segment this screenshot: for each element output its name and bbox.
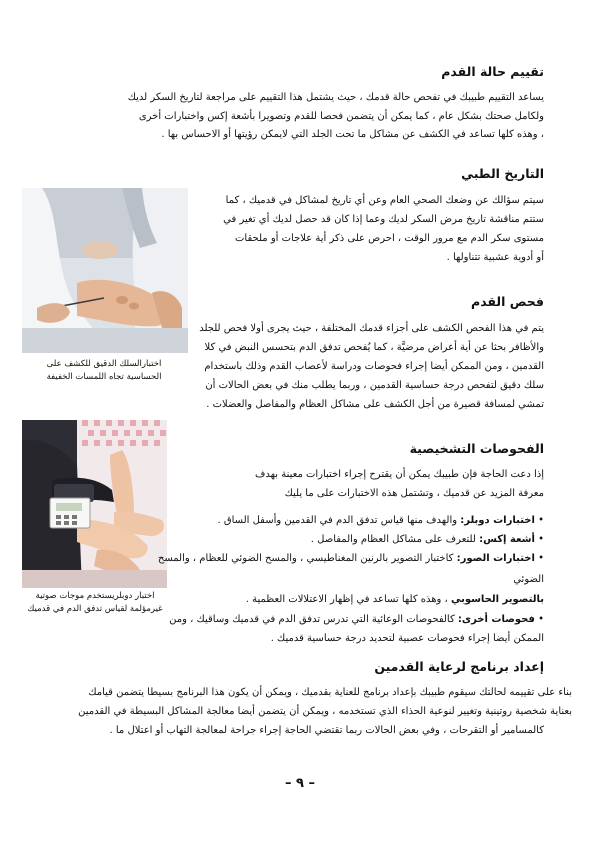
history-line-4: أو أدوية عشبية تتناولها . xyxy=(446,252,544,263)
exam-line-2: والأظافر بحثا عن أية أعراض مرضيَّة ، كما يُفحص تدفق الدم بتحسس النبض في كلا xyxy=(204,342,544,353)
doppler-caption-line-2: غيرمؤلمة لقياس تدفق الدم في قدميك xyxy=(27,604,163,614)
bullet-other-tests-text: كالفحوصات الوعائية التي تدرس تدفق الدم في قدميك وساقيك ، ومن xyxy=(169,614,458,625)
computed-tomography-text: ، وهذه كلها تساعد في إظهار الاعتلالات العظمية . xyxy=(245,594,451,605)
bullet-doppler: • اختبارات دوبلر: والهدف منها قياس تدفق الدم في القدمين وأسفل الساق . xyxy=(217,515,544,526)
bullet-other-tests: • فحوصات أخرى: كالفحوصات الوعائية التي تدرس تدفق الدم في قدميك وساقيك ، ومن xyxy=(169,614,544,625)
tests-intro-line-2: معرفة المزيد عن قدميك ، وتشتمل هذه الاختبارات على ما يليك xyxy=(284,488,544,499)
exam-line-4: سلك دقيق لتفحص درجة حساسية القدمين ، وربما يطلب منك في بعض الحالات أن xyxy=(205,380,544,391)
exam-line-3: القدمين ، ومن الممكن أيضا إجراء فحوصات ودراسة لأعصاب القدم وذلك باستخدام xyxy=(204,361,544,372)
heading-foot-assessment: تقييم حالة القدم xyxy=(441,64,544,79)
care-line-1: بناء على تقييمه لحالتك سيقوم طبيبك بإعداد برنامج للعناية بقدميك ، ويمكن أن يكون هذا البرنامج بسيطا يتضمن قيامك xyxy=(88,687,572,698)
history-line-3: مستوى سكر الدم مع مرور الوقت ، احرص على ذكر أية علاجات أو ملحقات xyxy=(235,233,544,244)
exam-line-5: تمشي لمسافة قصيرة من أجل الكشف على مشاكل العظام والمفاصل والعضلات . xyxy=(206,399,544,410)
bullet-doppler-text: والهدف منها قياس تدفق الدم في القدمين وأسفل الساق . xyxy=(217,515,461,526)
heading-medical-history: التاريخ الطبي xyxy=(461,166,544,181)
other-tests-continued: الممكن أيضا إجراء فحوصات عصبية لتحديد درجة حساسية قدميك . xyxy=(270,633,544,644)
tests-intro-line-1: إذا دعت الحاجة فإن طبيبك يمكن أن يقترح إجراء اختبارات معينة بهدف xyxy=(255,469,544,480)
care-line-3: كالمسامير أو التقرحات ، وفي بعض الحالات ربما تقتضي الحاجة إجراء جراحة لمعالجة التهاب أو اعتلال ما . xyxy=(109,725,544,736)
monofilament-test-illustration xyxy=(22,188,188,353)
monofilament-caption-line-1: اختبارالسلك الدقيق للكشف على xyxy=(46,359,162,369)
assessment-line-1: يساعد التقييم طبيبك في تفحص حالة قدمك ، حيث يشتمل هذا التقييم على مراجعة لتاريخ السكر لديك xyxy=(127,92,544,103)
bullet-xray-text: للتعرف على مشاكل العظام والمفاصل . xyxy=(310,534,480,545)
bullet-xray: • أشعة إكس: للتعرف على مشاكل العظام والمفاصل . xyxy=(310,534,544,545)
imaging-continued-2 xyxy=(104,591,544,610)
bullet-imaging: • اختبارات الصور: كاختبار التصوير بالرنين المغناطيسي ، والمسح الضوئي للعظام ، والمسح xyxy=(157,553,544,564)
doppler-caption-line-1: اختبار دوبلريستخدم موجات صوتية xyxy=(35,591,155,601)
assessment-line-3: ، وهذه كلها تساعد في الكشف عن مشاكل ما تحت الجلد التي لايمكن رؤيتها أو الاحساس بها . xyxy=(161,129,544,140)
bullet-doppler-term: اختبارات دوبلر: xyxy=(460,515,535,526)
history-line-2: ستتم مناقشة تاريخ مرض السكر لديك وعما إذا كان قد حصل لديك أي تغير في xyxy=(223,214,544,225)
history-line-1: سيتم سؤالك عن وضعك الصحي العام وعن أي تاريخ لمشاكل في قدميك ، كما xyxy=(225,195,544,206)
monofilament-test-photo xyxy=(22,188,188,353)
computed-tomography-term: بالتصوير الحاسوبي xyxy=(450,594,544,605)
bullet-imaging-term: اختبارات الصور: xyxy=(456,553,535,564)
heading-diagnostic-tests: الفحوصات التشخيصية xyxy=(409,441,544,456)
heading-foot-exam: فحص القدم xyxy=(471,294,544,309)
bullet-xray-term: أشعة إكس: xyxy=(479,534,535,545)
care-line-2: بعناية شخصية روتينية وتغيير لنوعية الحذاء الذي تستخدمه ، ويمكن أن يتضمن أيضا معالجة المشاكل البسيطة في القدمين xyxy=(78,706,572,717)
exam-line-1: يتم في هذا الفحص الكشف على أجزاء قدمك المختلفة ، حيث يجرى أولا فحص للجلد xyxy=(199,323,544,334)
monofilament-caption-line-2: الحساسية تجاه اللمسات الخفيفة xyxy=(46,372,162,382)
bullet-imaging-text: كاختبار التصوير بالرنين المغناطيسي ، والمسح الضوئي للعظام ، والمسح xyxy=(157,553,457,564)
bullet-other-tests-term: فحوصات أخرى: xyxy=(457,614,535,625)
assessment-line-2: ولكامل صحتك بشكل عام ، كما يمكن أن يتضمن فحصا للقدم وتصويرا بأشعة إكس واختبارات أخرى xyxy=(138,111,544,122)
page-number: – ٩ – xyxy=(285,776,315,791)
imaging-continued: الضوئي xyxy=(513,574,544,585)
heading-foot-care-program: إعداد برنامج لرعاية القدمين xyxy=(374,659,544,674)
